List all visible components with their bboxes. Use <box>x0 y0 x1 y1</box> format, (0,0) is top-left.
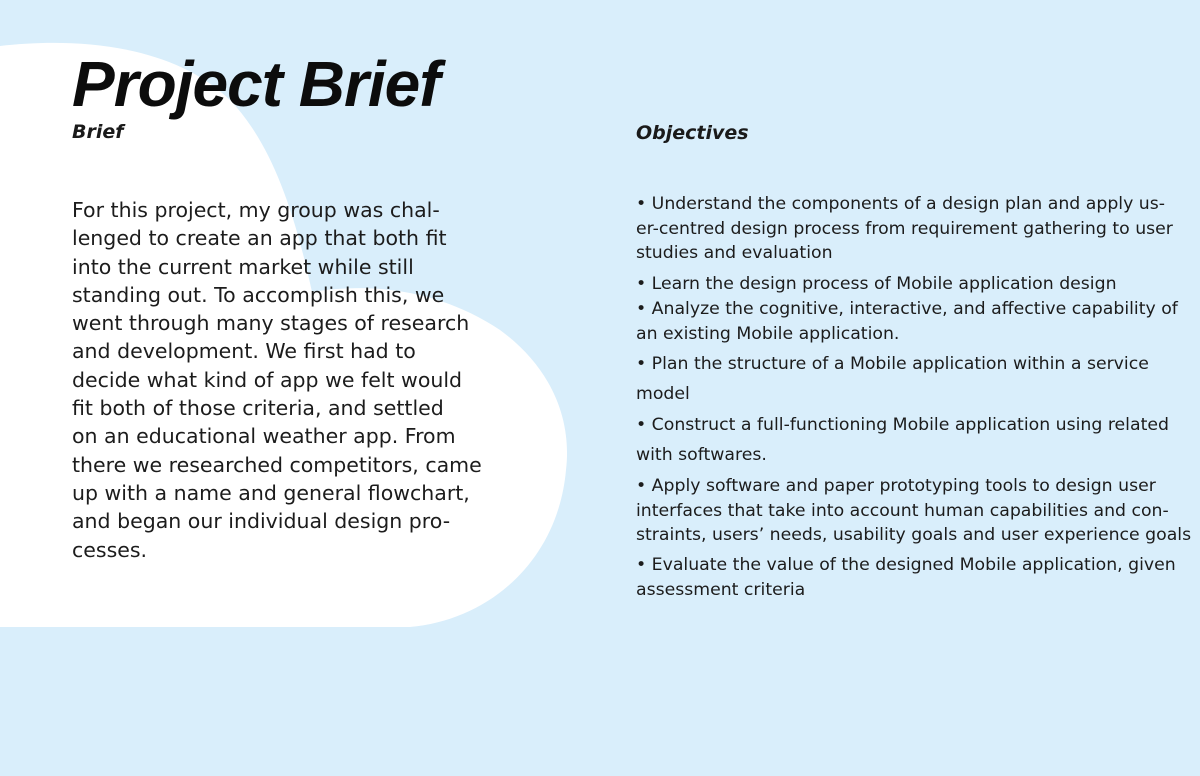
brief-line: and began our individual design pro- <box>72 509 451 534</box>
brief-line: cesses. <box>72 537 148 562</box>
brief-line: For this project, my group was chal- <box>72 198 440 222</box>
objective-line: • Construct a full-functioning Mobile application using related <box>636 415 1169 435</box>
objectives-heading: Objectives <box>636 122 749 144</box>
objective-line: er-centred design process from requirement gathering to user <box>636 218 1173 239</box>
objective-line: an existing Mobile application. <box>636 323 900 344</box>
objective-line: model <box>636 384 690 404</box>
brief-line: standing out. To accomplish this, we <box>72 282 445 307</box>
objective-item <box>636 272 1117 297</box>
brief-line: on an educational weather app. From <box>72 424 456 449</box>
objective-line: with softwares. <box>636 445 767 465</box>
objective-item <box>636 474 1191 548</box>
brief-heading: Brief <box>72 121 124 143</box>
brief-line: into the current market while still <box>72 254 414 279</box>
brief-line: went through many stages of research <box>72 311 470 336</box>
objective-line: assessment criteria <box>636 579 806 600</box>
brief-paragraph <box>72 196 482 564</box>
objective-item <box>636 410 1169 470</box>
objective-line: • Apply software and paper prototyping tools to design user <box>636 476 1156 496</box>
brief-line: fit both of those criteria, and settled <box>72 396 444 421</box>
objective-item <box>636 553 1176 602</box>
objective-line: • Plan the structure of a Mobile application within a service <box>636 354 1149 374</box>
brief-line: and development. We first had to <box>72 339 416 364</box>
objective-line: • Understand the components of a design plan and apply us- <box>636 194 1166 214</box>
objective-item <box>636 192 1173 266</box>
objective-line: • Evaluate the value of the designed Mobile application, given <box>636 555 1176 575</box>
objective-line: interfaces that take into account human capabilities and con- <box>636 500 1169 521</box>
brief-line: up with a name and general flowchart, <box>72 480 470 505</box>
objective-line: straints, users’ needs, usability goals and user experience goals <box>636 525 1192 545</box>
brief-line: lenged to create an app that both fit <box>72 226 447 251</box>
brief-line: there we researched competitors, came <box>72 452 482 477</box>
objective-line: • Learn the design process of Mobile application design <box>636 274 1117 294</box>
brief-line: decide what kind of app we felt would <box>72 367 463 392</box>
page-title: Project Brief <box>72 48 440 120</box>
objective-item <box>636 349 1149 409</box>
objective-line: studies and evaluation <box>636 243 833 263</box>
objective-item <box>636 297 1178 346</box>
objective-line: • Analyze the cognitive, interactive, and affective capability of <box>636 299 1178 319</box>
